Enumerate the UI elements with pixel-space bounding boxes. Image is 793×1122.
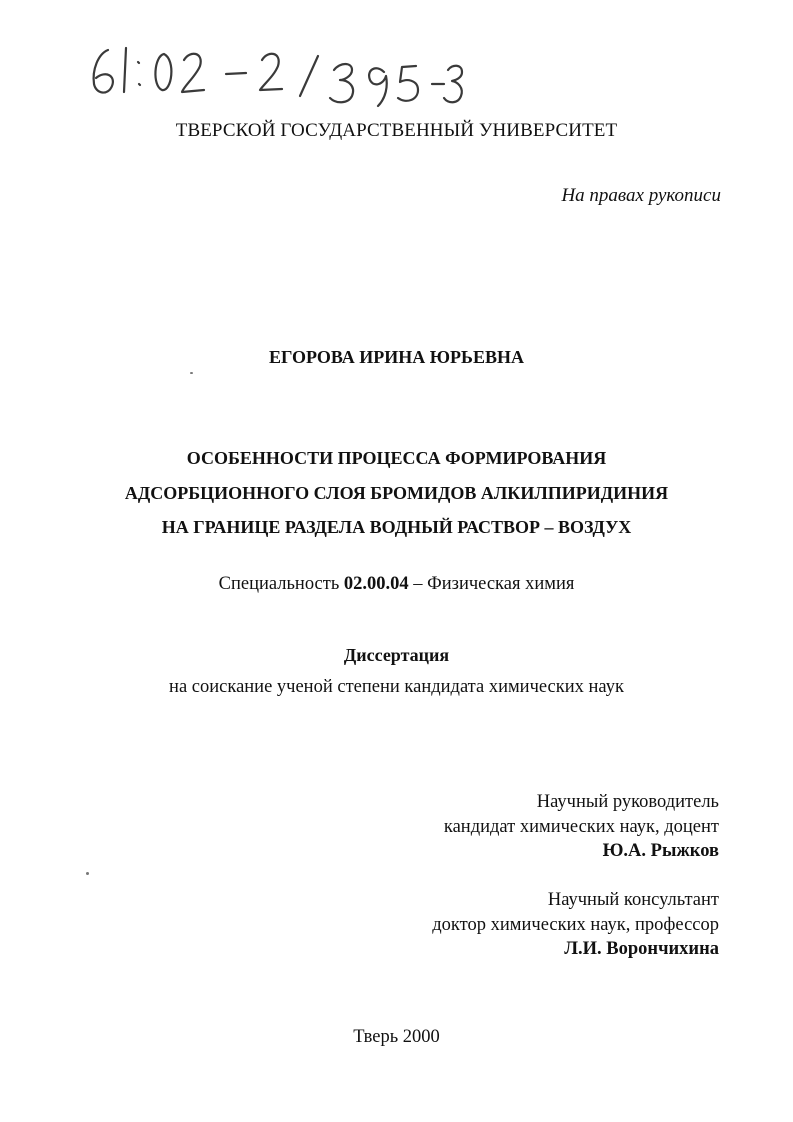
scan-speck [190,372,193,374]
dissertation-title [0,441,793,545]
supervisor-name: Ю.А. Рыжков [602,841,719,861]
specialty-label: Специальность [218,574,344,594]
specialty-name: – Физическая химия [408,574,575,594]
title-line: АДСОРБЦИОННОГО СЛОЯ БРОМИДОВ АЛКИЛПИРИДИНИЯ [124,482,669,503]
consultant-block [432,888,719,962]
handwritten-archive-number [86,40,466,118]
scan-speck [86,872,89,875]
supervisor-block [444,790,719,864]
title-line: ОСОБЕННОСТИ ПРОЦЕССА ФОРМИРОВАНИЯ [186,448,607,468]
specialty-code: 02.00.04 [343,574,409,594]
rights-note: На правах рукописи [561,185,721,206]
place-and-year: Тверь 2000 [353,1027,440,1047]
degree-line: на соискание ученой степени кандидата химических наук [169,677,624,697]
consultant-role: Научный консультант [547,890,719,910]
work-type: Диссертация [343,645,450,665]
specialty-line [0,574,793,595]
title-line: НА ГРАНИЦЕ РАЗДЕЛА ВОДНЫЙ РАСТВОР – ВОЗДУХ [161,517,632,537]
handwritten-archive-number-drawing [86,40,466,118]
supervisor-credentials: кандидат химических наук, доцент [443,816,719,837]
supervisor-role: Научный руководитель [536,792,719,812]
consultant-name: Л.И. Ворончихина [564,939,719,959]
author-name: ЕГОРОВА ИРИНА ЮРЬЕВНА [269,347,524,367]
consultant-credentials: доктор химических наук, профессор [432,914,719,935]
university-name: ТВЕРСКОЙ ГОСУДАРСТВЕННЫЙ УНИВЕРСИТЕТ [175,120,618,141]
